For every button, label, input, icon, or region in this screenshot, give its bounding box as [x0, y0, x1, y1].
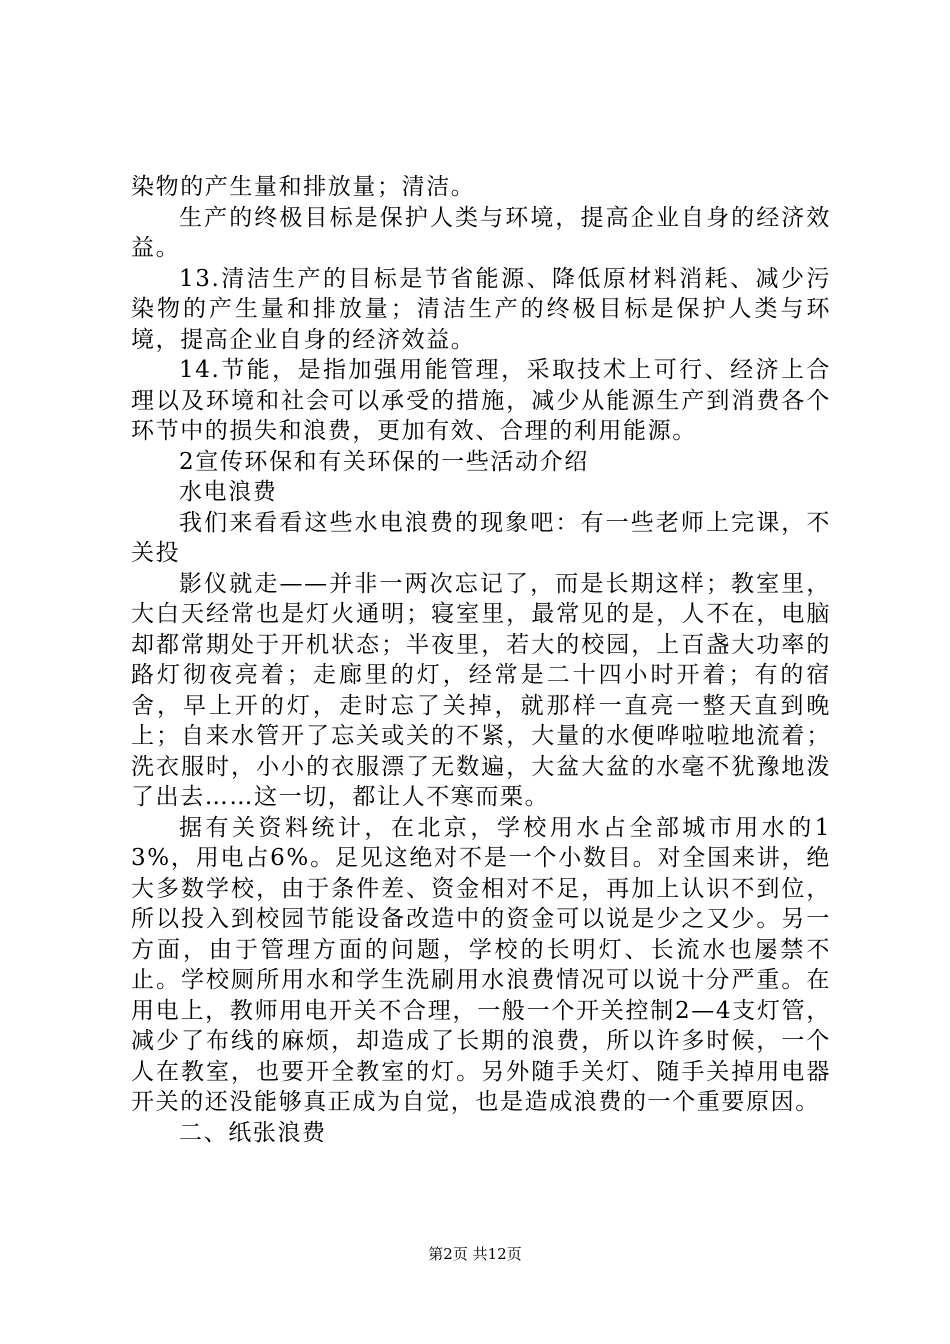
- section-heading-promotion: 2宣传环保和有关环保的一些活动介绍: [179, 448, 589, 475]
- paragraph-2: 生产的终极目标是保护人类与环境，提高企业自身的经济效益。: [131, 204, 831, 261]
- document-body: [131, 172, 831, 1148]
- paragraph-9: 据有关资料统计，在北京，学校用水占全部城市用水的13%，用电占6%。足见这绝对不是一个小数目。对全国来讲，绝大多数学校，由于条件差、资金相对不足，再加上认识不到位，所以投入到校园节能设备改造中的资金可以说是少之又少。另一方面，由于管理方面的问题，学校的长明灯、长流水也屡禁不止。学校厕所用水和学生洗刷用水浪费情况可以说十分严重。在用电上，教师用电开关不合理，一般一个开关控制2—4支灯管，减少了布线的麻烦，却造成了长期的浪费，所以许多时候，一个人在教室，也要开全教室的灯。另外随手关灯、随手关掉用电器开关的还没能够真正成为自觉，也是造成浪费的一个重要原因。: [131, 814, 831, 1115]
- section-heading-paper-waste: 二、纸张浪费: [179, 1119, 327, 1146]
- paragraph-7: 我们来看看这些水电浪费的现象吧：有一些老师上完课，不关投: [131, 509, 831, 566]
- page-footer: 第2页 共12页: [428, 1245, 522, 1263]
- paragraph-4: 14.节能，是指加强用能管理，采取技术上可行、经济上合理以及环境和社会可以承受的措施，减少从能源生产到消费各个环节中的损失和浪费，更加有效、合理的利用能源。: [131, 357, 831, 444]
- paragraph-3: 13.清洁生产的目标是节省能源、降低原材料消耗、减少污染物的产生量和排放量；清洁生产的终极目标是保护人类与环境，提高企业自身的经济效益。: [131, 265, 831, 353]
- paragraph-8: 影仪就走——并非一两次忘记了，而是长期这样；教室里，大白天经常也是灯火通明；寝室里，最常见的是，人不在，电脑却都常期处于开机状态；半夜里，若大的校园，上百盏大功率的路灯彻夜亮着；走廊里的灯，经常是二十四小时开着；有的宿舍，早上开的灯，走时忘了关掉，就那样一直亮一整天直到晚上；自来水管开了忘关或关的不紧，大量的水便哗啦啦地流着；洗衣服时，小小的衣服漂了无数遍，大盆大盆的水毫不犹豫地泼了出去……这一切，都让人不寒而栗。: [131, 570, 831, 810]
- paragraph-1: 染物的产生量和排放量；清洁。: [131, 174, 476, 200]
- section-heading-water-electricity: 水电浪费: [179, 479, 278, 505]
